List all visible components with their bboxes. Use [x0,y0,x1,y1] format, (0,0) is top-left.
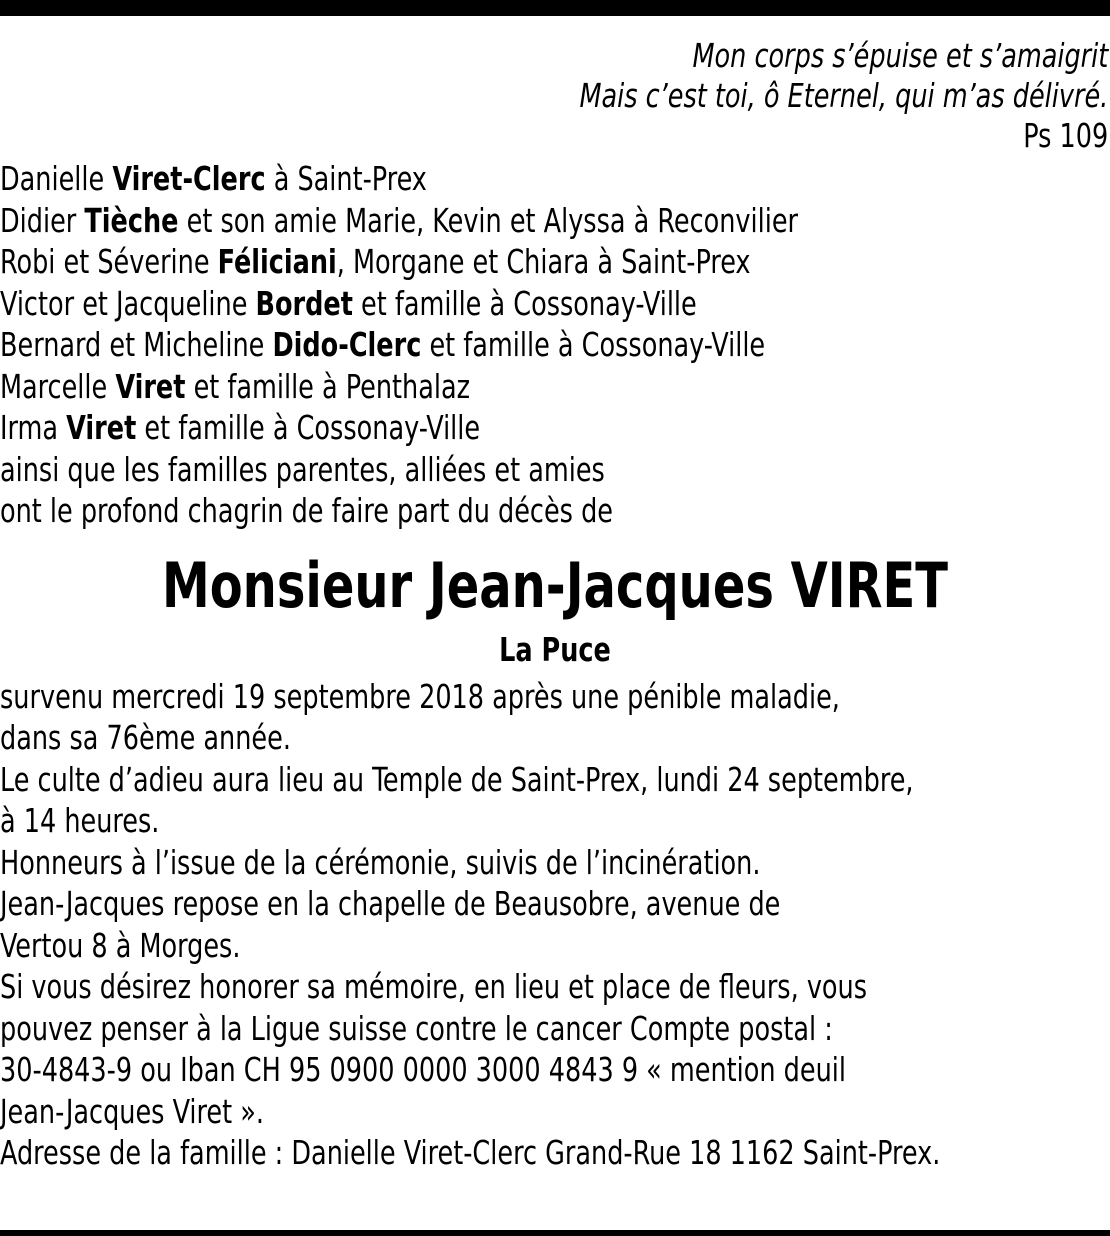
family-surname: Tièche [84,200,179,240]
family-given-names: Victor et Jacqueline [0,283,256,323]
epigraph-verse-line: Mon corps s’épuise et s’amaigrit [692,36,1109,75]
deceased-nickname: La Puce [499,629,611,669]
deceased-name: Monsieur Jean-Jacques VIRET [161,548,949,622]
detail-line: Si vous désirez honorer sa mémoire, en lieu et place de fleurs, vous [0,967,868,1006]
family-given-names: Danielle [0,159,113,198]
detail-line: Jean-Jacques Viret ». [0,1091,264,1131]
family-location: et famille à Cossonay-Ville [421,325,766,364]
detail-line: Le culte d’adieu aura lieu au Temple de Saint-Prex, lundi 24 septembre, [0,759,914,799]
family-given-names: Robi et Séverine [0,242,218,281]
family-surname: Féliciani [217,242,337,281]
family-line [0,407,955,449]
family-line [0,366,955,408]
intro-line: ont le profond chagrin de faire part du décès de [0,491,614,530]
family-given-names: Didier [0,200,85,240]
detail-line: Honneurs à l’issue de la cérémonie, suivis de l’incinération. [0,842,761,882]
family-location: à Saint-Prex [265,159,427,198]
notice-details [0,676,1110,1174]
family-line [0,241,955,283]
epigraph-verse-line: Mais c’est toi, ô Eternel, qui m’as délivré. [579,76,1109,115]
family-line [0,200,955,242]
family-location: et son amie Marie, Kevin et Alyssa à Reconvilier [178,200,799,240]
detail-line: 30-4843-9 ou Iban CH 95 0900 0000 3000 4843 9 « mention deuil [0,1050,846,1089]
obituary-notice [0,36,1110,1174]
detail-line: à 14 heures. [0,801,160,840]
family-given-names: Marcelle [0,366,116,406]
detail-line: survenu mercredi 19 septembre 2018 après une pénible maladie, [0,676,840,716]
bottom-border-rule [0,1230,1110,1236]
family-line [0,283,955,325]
family-given-names: Irma [0,408,67,447]
intro-line: ainsi que les familles parentes, alliées et amies [0,449,605,489]
family-list [0,158,1110,532]
detail-line: pouvez penser à la Ligue suisse contre le cancer Compte postal : [0,1008,833,1048]
family-surname: Viret-Clerc [112,159,266,198]
top-border-rule [0,0,1110,16]
family-line [0,324,955,366]
detail-line: Vertou 8 à Morges. [0,925,241,965]
family-surname: Dido-Clerc [272,325,422,364]
family-surname: Viret [115,366,186,406]
detail-line: dans sa 76ème année. [0,718,291,757]
epigraph-reference: Ps 109 [1023,116,1109,155]
family-location: et famille à Penthalaz [185,366,471,406]
family-location: et famille à Cossonay-Ville [352,283,697,323]
family-given-names: Bernard et Micheline [0,325,273,364]
detail-line: Jean-Jacques repose en la chapelle de Beausobre, avenue de [0,884,781,923]
family-line [0,158,955,200]
family-surname: Bordet [255,283,353,323]
detail-line: Adresse de la famille : Danielle Viret-Clerc Grand-Rue 18 1162 Saint-Prex. [0,1133,941,1172]
epigraph [155,36,1110,156]
family-location: et famille à Cossonay-Ville [136,408,481,447]
family-location: , Morgane et Chiara à Saint-Prex [336,242,751,281]
family-surname: Viret [66,408,137,447]
